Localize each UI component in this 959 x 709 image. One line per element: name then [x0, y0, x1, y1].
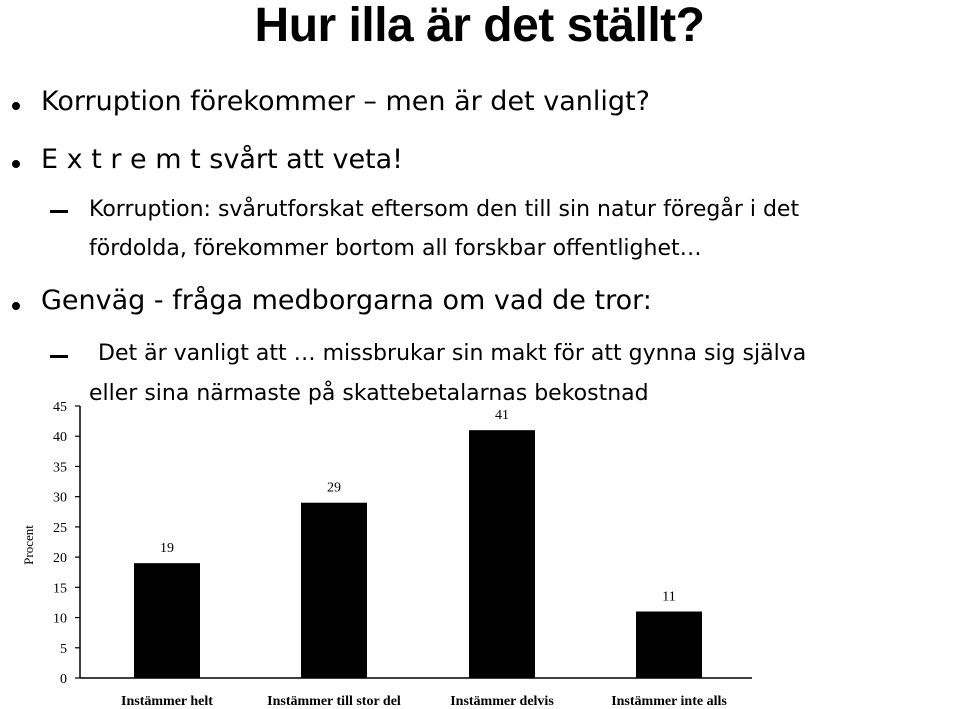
category-label: Instämmer till stor del	[267, 694, 401, 709]
y-tick-label: 0	[60, 672, 67, 687]
bullet-dot	[12, 160, 20, 168]
y-tick-label: 30	[53, 490, 67, 506]
y-tick-label: 25	[53, 520, 67, 536]
bullet-text: Genväg - fråga medborgarna om vad de tror:	[41, 285, 652, 316]
bar	[134, 563, 200, 678]
bullet-text: Korruption förekommer – men är det vanligt?	[41, 86, 650, 117]
category-label: Instämmer delvis	[450, 694, 554, 709]
sub-bullet-text-cont: fördolda, förekommer bortom all forskbar offentlighet…	[89, 236, 702, 261]
bar-value-label: 19	[160, 541, 174, 557]
bullet-dot	[12, 302, 20, 310]
bar	[636, 612, 702, 678]
bar-value-label: 41	[495, 408, 509, 424]
y-tick-label: 20	[53, 551, 67, 567]
sub-bullet-dash	[50, 355, 68, 358]
bar	[469, 430, 535, 678]
category-label: Instämmer helt	[121, 694, 213, 709]
y-axis-label: Procent	[21, 525, 36, 565]
sub-bullet-text: Det är vanligt att … missbrukar sin makt för att gynna sig själva	[98, 341, 807, 366]
bar-value-label: 11	[662, 589, 676, 605]
bullet-text: E x t r e m t svårt att veta!	[41, 144, 404, 175]
sub-bullet-text-cont: eller sina närmaste på skattebetalarnas bekostnad	[89, 381, 649, 406]
y-tick-label: 10	[53, 611, 67, 627]
bar	[301, 503, 367, 678]
y-tick-label: 5	[60, 641, 67, 657]
y-tick-label: 45	[53, 400, 67, 415]
y-tick-label: 40	[53, 430, 67, 446]
category-label: Instämmer inte alls	[611, 694, 727, 709]
y-tick-label: 35	[53, 460, 67, 476]
bullet-dot	[12, 102, 20, 110]
slide-title: Hur illa är det ställt?	[254, 0, 705, 52]
bar-value-label: 29	[327, 480, 341, 496]
sub-bullet-dash	[50, 210, 68, 213]
sub-bullet-text: Korruption: svårutforskat eftersom den till sin natur föregår i det	[89, 197, 800, 222]
y-tick-label: 15	[53, 581, 67, 597]
